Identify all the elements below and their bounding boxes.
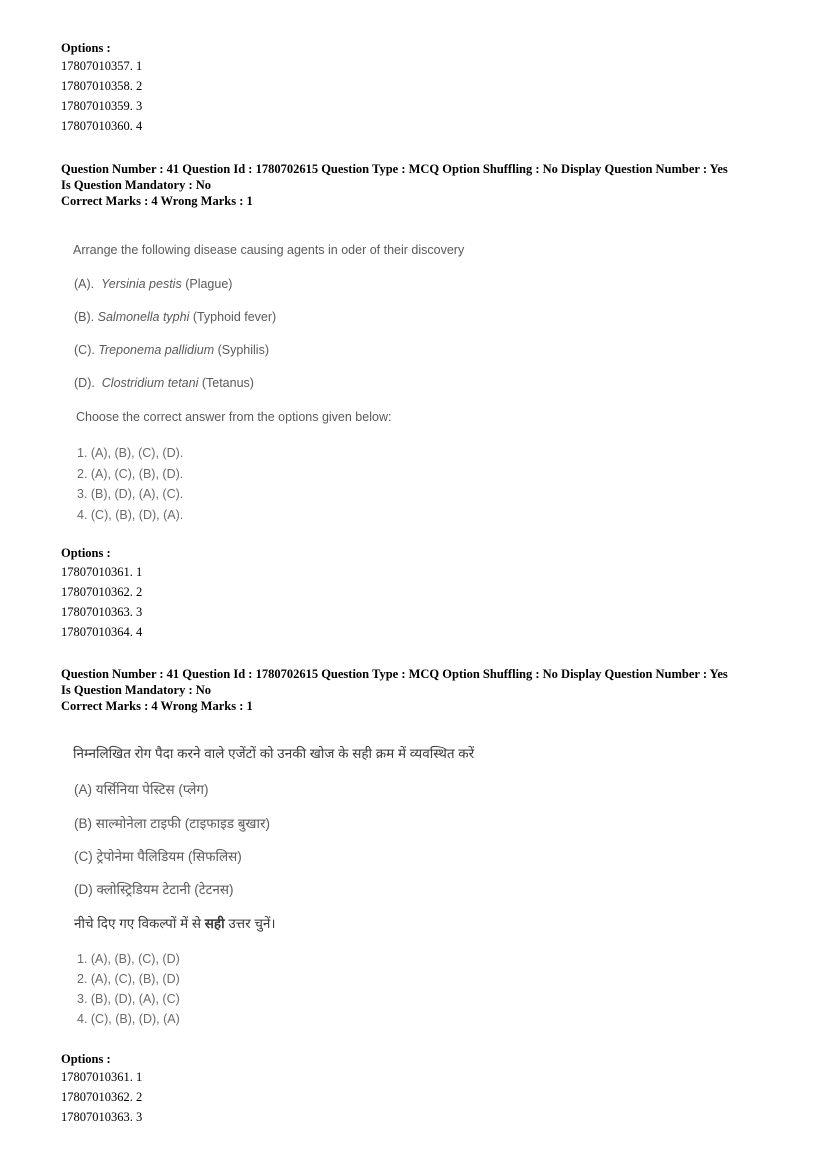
question-instruction (74, 914, 276, 932)
item-disease: (Typhoid fever) (192, 310, 277, 324)
question-item (74, 780, 209, 798)
question-item (74, 847, 242, 865)
question-marks-line: Correct Marks : 4 Wrong Marks : 1 (61, 699, 253, 713)
item-species: Salmonella typhi (97, 310, 190, 324)
answer-choice: 1. (A), (B), (C), (D). (77, 446, 184, 460)
item-species: Clostridium tetani (101, 376, 199, 390)
item-label: (A). (74, 277, 95, 291)
answer-choice: 3. (B), (D), (A), (C) (77, 992, 180, 1006)
question-header (61, 161, 728, 209)
answer-choice: 1. (A), (B), (C), (D) (77, 952, 180, 966)
option-list (61, 1067, 142, 1127)
question-item (74, 343, 269, 357)
item-disease: (Syphilis) (217, 343, 269, 357)
question-header (61, 666, 728, 714)
answer-choice: 2. (A), (C), (B), (D). (77, 466, 184, 481)
answer-choice: 4. (C), (B), (D), (A). (77, 507, 184, 522)
item-disease: (Tetanus) (201, 376, 254, 390)
question-marks-line: Correct Marks : 4 Wrong Marks : 1 (61, 194, 253, 208)
question-stem: Arrange the following disease causing agents in oder of their discovery (73, 243, 465, 257)
question-item (74, 814, 270, 832)
option-item: 17807010362. 2 (61, 585, 143, 599)
question-item (74, 376, 254, 390)
question-mandatory-line: Is Question Mandatory : No (61, 683, 212, 697)
item-label: (C) (74, 849, 93, 864)
item-label: (D). (74, 376, 95, 390)
option-item: 17807010359. 3 (61, 99, 143, 113)
options-label: Options : (61, 41, 111, 55)
option-list (61, 56, 142, 136)
question-instruction: Choose the correct answer from the options given below: (76, 410, 392, 424)
item-text: साल्मोनेला टाइफी (टाइफाइड बुखार) (95, 816, 270, 831)
option-item: 17807010357. 1 (61, 59, 143, 73)
item-label: (B). (74, 310, 95, 324)
question-meta-line: Question Number : 41 Question Id : 1780702615 Question Type : MCQ Option Shuffling : No Display Question Number : Yes (61, 667, 728, 681)
question-mandatory-line: Is Question Mandatory : No (61, 178, 212, 192)
answer-choice: 4. (C), (B), (D), (A) (77, 1012, 180, 1026)
options-label: Options : (61, 546, 111, 560)
option-item: 17807010360. 4 (61, 119, 143, 133)
instruction-text: उत्तर चुनें। (224, 916, 276, 931)
options-label: Options : (61, 1052, 111, 1066)
answer-choice: 2. (A), (C), (B), (D) (77, 972, 180, 986)
option-item: 17807010364. 4 (61, 625, 143, 639)
question-stem: निम्नलिखित रोग पैदा करने वाले एजेंटों को उनकी खोज के सही क्रम में व्यवस्थित करें (73, 746, 475, 761)
option-item: 17807010361. 1 (61, 1070, 143, 1084)
option-item: 17807010361. 1 (61, 565, 143, 579)
question-item (74, 277, 232, 291)
item-text: क्लोस्ट्रिडियम टेटानी (टेटनस) (96, 882, 234, 897)
item-species: Treponema pallidium (98, 343, 215, 357)
instruction-emphasis: सही (204, 916, 225, 931)
question-item (74, 880, 234, 898)
option-item: 17807010363. 3 (61, 1110, 143, 1124)
question-item (74, 310, 276, 324)
item-label: (A) (74, 782, 92, 797)
item-label: (B) (74, 816, 92, 831)
item-label: (D) (74, 882, 93, 897)
instruction-text: नीचे दिए गए विकल्पों में से (74, 916, 205, 931)
answer-choice: 3. (B), (D), (A), (C). (77, 487, 184, 501)
option-item: 17807010362. 2 (61, 1090, 143, 1104)
item-label: (C). (74, 343, 95, 357)
option-list (61, 562, 142, 642)
item-disease: (Plague) (185, 277, 233, 291)
answer-choice-list (77, 949, 180, 1029)
question-meta-line: Question Number : 41 Question Id : 1780702615 Question Type : MCQ Option Shuffling : No Display Question Number : Yes (61, 162, 728, 176)
item-text: ट्रेपोनेमा पैलिडियम (सिफलिस) (96, 849, 242, 864)
item-text: यर्सिनिया पेस्टिस (प्लेग) (95, 782, 209, 797)
answer-choice-list (77, 443, 183, 525)
option-item: 17807010363. 3 (61, 605, 143, 619)
option-item: 17807010358. 2 (61, 79, 143, 93)
item-species: Yersinia pestis (101, 277, 182, 291)
